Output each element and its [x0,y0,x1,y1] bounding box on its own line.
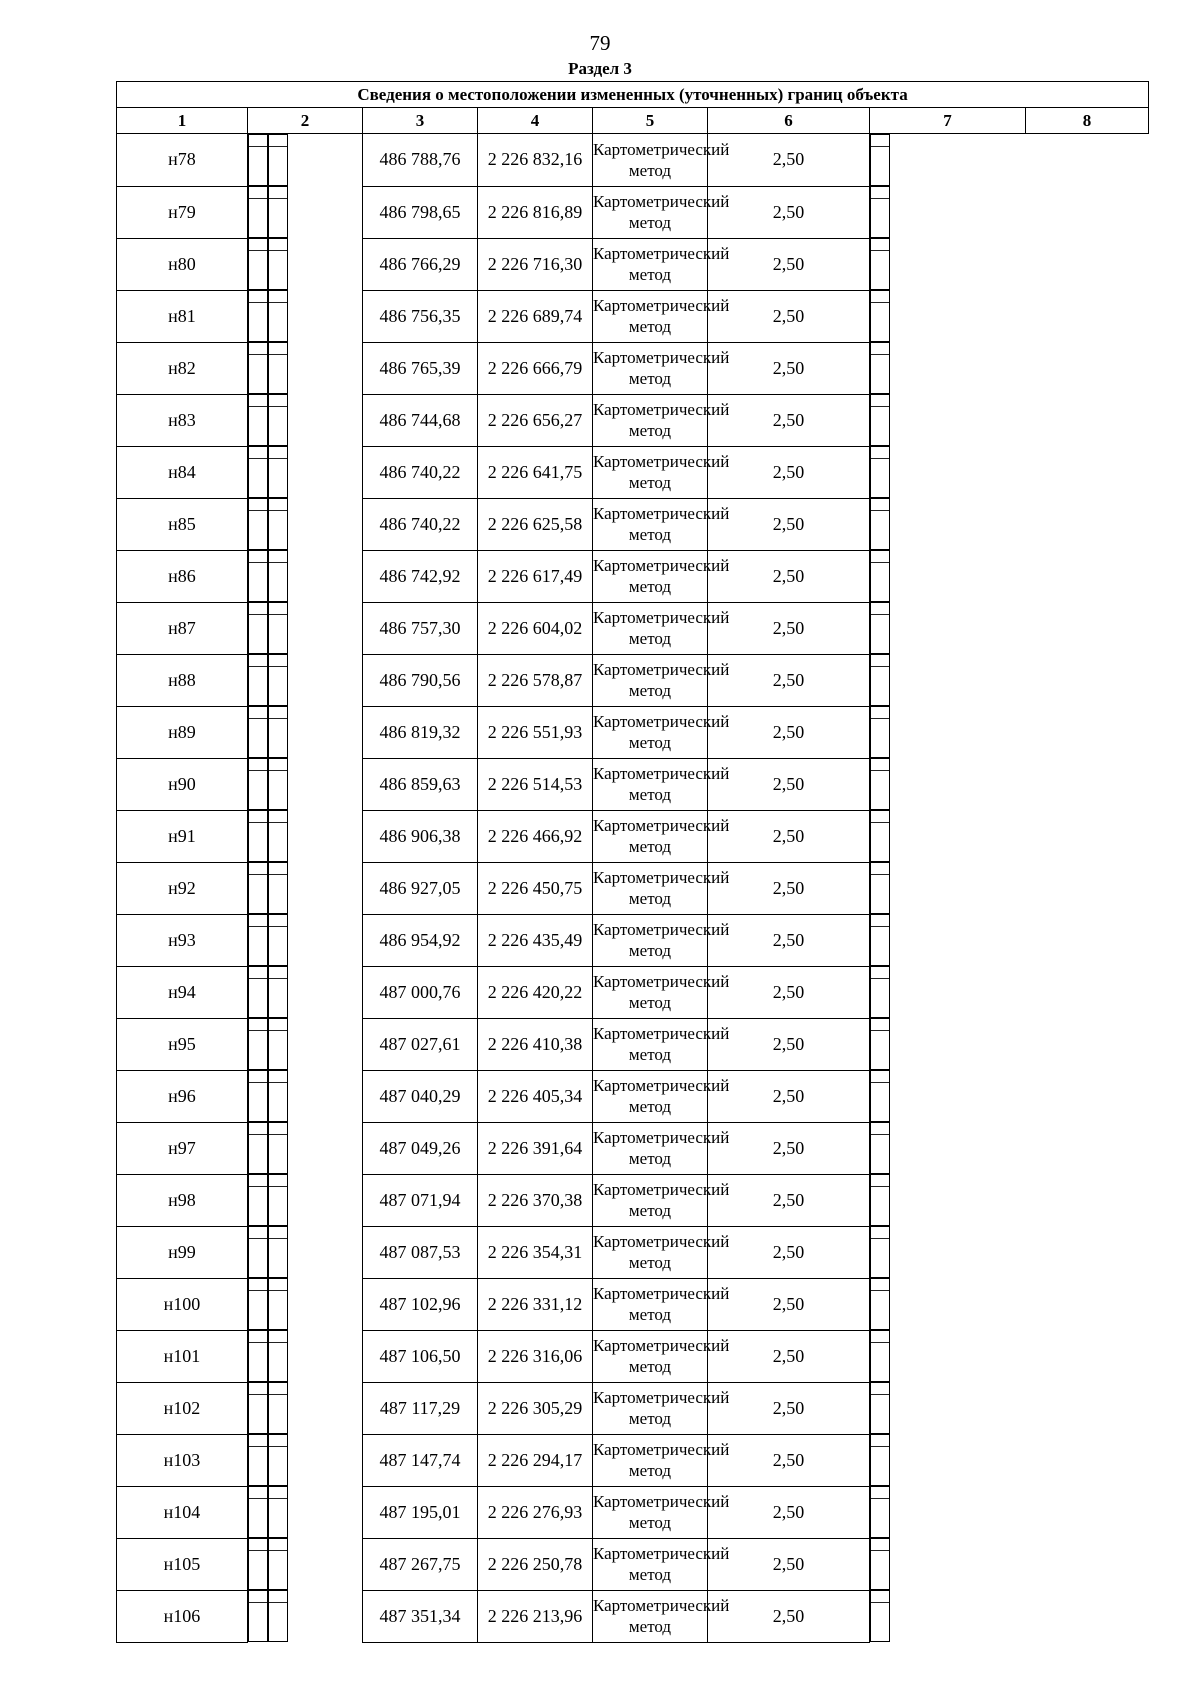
y-coordinate-cell: 2 226 316,06 [478,1330,593,1382]
x-coordinate-cell: 487 087,53 [363,1226,478,1278]
col3-cell: — [268,446,288,498]
y-coordinate-cell: 2 226 305,29 [478,1382,593,1434]
point-cell: н85 [117,498,248,550]
col3-cell: — [268,498,288,550]
table-row [117,446,1149,498]
y-coordinate-cell: 2 226 641,75 [478,446,593,498]
y-coordinate-cell: 2 226 420,22 [478,966,593,1018]
table-row [117,394,1149,446]
y-coordinate-cell: 2 226 514,53 [478,758,593,810]
table-row [117,1070,1149,1122]
accuracy-cell: 2,50 [708,1590,870,1642]
y-coordinate-cell: 2 226 604,02 [478,602,593,654]
table-row [117,1486,1149,1538]
x-coordinate-cell: 487 195,01 [363,1486,478,1538]
col8-cell: — [870,1070,890,1122]
method-cell: Картометрический метод [593,498,708,550]
accuracy-cell: 2,50 [708,810,870,862]
method-cell: Картометрический метод [593,1174,708,1226]
y-coordinate-cell: 2 226 551,93 [478,706,593,758]
col2-cell: — [248,1590,268,1642]
table-caption-row [117,82,1149,108]
column-number-2: 2 [248,108,363,134]
col2-cell: — [248,810,268,862]
table-row [117,654,1149,706]
col3-cell: — [268,914,288,966]
method-cell: Картометрический метод [593,706,708,758]
y-coordinate-cell: 2 226 816,89 [478,186,593,238]
col3-cell: — [268,758,288,810]
x-coordinate-cell: 486 766,29 [363,238,478,290]
col8-cell: — [870,186,890,238]
y-coordinate-cell: 2 226 331,12 [478,1278,593,1330]
table-row [117,810,1149,862]
col2-cell: — [248,1382,268,1434]
accuracy-cell: 2,50 [708,1330,870,1382]
col8-cell: — [870,1226,890,1278]
method-cell: Картометрический метод [593,134,708,187]
col8-cell: — [870,1590,890,1642]
x-coordinate-cell: 486 757,30 [363,602,478,654]
col3-cell: — [268,1590,288,1642]
col8-cell: — [870,394,890,446]
x-coordinate-cell: 486 765,39 [363,342,478,394]
col2-cell: — [248,966,268,1018]
col2-cell: — [248,862,268,914]
column-number-1: 1 [117,108,248,134]
col2-cell: — [248,1330,268,1382]
column-number-8: 8 [1026,108,1149,134]
table-row [117,602,1149,654]
table-row [117,1174,1149,1226]
col2-cell: — [248,1226,268,1278]
col8-cell: — [870,446,890,498]
point-cell: н89 [117,706,248,758]
column-number-5: 5 [593,108,708,134]
x-coordinate-cell: 486 819,32 [363,706,478,758]
x-coordinate-cell: 487 000,76 [363,966,478,1018]
table-row [117,966,1149,1018]
table-row [117,1226,1149,1278]
x-coordinate-cell: 486 954,92 [363,914,478,966]
x-coordinate-cell: 486 859,63 [363,758,478,810]
accuracy-cell: 2,50 [708,966,870,1018]
point-cell: н102 [117,1382,248,1434]
point-cell: н103 [117,1434,248,1486]
point-cell: н83 [117,394,248,446]
point-cell: н98 [117,1174,248,1226]
x-coordinate-cell: 487 071,94 [363,1174,478,1226]
accuracy-cell: 2,50 [708,1382,870,1434]
method-cell: Картометрический метод [593,602,708,654]
col3-cell: — [268,1122,288,1174]
col8-cell: — [870,1486,890,1538]
method-cell: Картометрический метод [593,810,708,862]
accuracy-cell: 2,50 [708,1226,870,1278]
col3-cell: — [268,1174,288,1226]
col3-cell: — [268,1226,288,1278]
table-row [117,758,1149,810]
accuracy-cell: 2,50 [708,1278,870,1330]
col3-cell: — [268,1538,288,1590]
col8-cell: — [870,1434,890,1486]
col2-cell: — [248,914,268,966]
table-row [117,342,1149,394]
point-cell: н106 [117,1590,248,1642]
table-row [117,1590,1149,1642]
col2-cell: — [248,1278,268,1330]
y-coordinate-cell: 2 226 410,38 [478,1018,593,1070]
point-cell: н101 [117,1330,248,1382]
col3-cell: — [268,1330,288,1382]
table-row [117,1330,1149,1382]
method-cell: Картометрический метод [593,758,708,810]
y-coordinate-cell: 2 226 832,16 [478,134,593,187]
method-cell: Картометрический метод [593,1434,708,1486]
col8-cell: — [870,1122,890,1174]
table-row [117,1018,1149,1070]
accuracy-cell: 2,50 [708,706,870,758]
point-cell: н99 [117,1226,248,1278]
table-row [117,134,1149,187]
method-cell: Картометрический метод [593,186,708,238]
method-cell: Картометрический метод [593,342,708,394]
table-caption: Сведения о местоположении измененных (уточненных) границ объекта [117,82,1149,108]
col3-cell: — [268,810,288,862]
y-coordinate-cell: 2 226 294,17 [478,1434,593,1486]
table-row [117,238,1149,290]
x-coordinate-cell: 487 267,75 [363,1538,478,1590]
col8-cell: — [870,706,890,758]
col3-cell: — [268,1070,288,1122]
col3-cell: — [268,342,288,394]
x-coordinate-cell: 487 351,34 [363,1590,478,1642]
col2-cell: — [248,134,268,186]
accuracy-cell: 2,50 [708,602,870,654]
col3-cell: — [268,1434,288,1486]
col3-cell: — [268,186,288,238]
col2-cell: — [248,550,268,602]
x-coordinate-cell: 487 102,96 [363,1278,478,1330]
col8-cell: — [870,602,890,654]
point-cell: н97 [117,1122,248,1174]
y-coordinate-cell: 2 226 370,38 [478,1174,593,1226]
accuracy-cell: 2,50 [708,914,870,966]
point-cell: н95 [117,1018,248,1070]
x-coordinate-cell: 487 049,26 [363,1122,478,1174]
accuracy-cell: 2,50 [708,1538,870,1590]
col3-cell: — [268,1486,288,1538]
point-cell: н81 [117,290,248,342]
col3-cell: — [268,290,288,342]
point-cell: н88 [117,654,248,706]
col8-cell: — [870,498,890,550]
method-cell: Картометрический метод [593,966,708,1018]
col2-cell: — [248,498,268,550]
accuracy-cell: 2,50 [708,862,870,914]
column-number-row [117,108,1149,134]
column-number-4: 4 [478,108,593,134]
table-row [117,290,1149,342]
x-coordinate-cell: 486 742,92 [363,550,478,602]
table-row [117,498,1149,550]
accuracy-cell: 2,50 [708,342,870,394]
y-coordinate-cell: 2 226 625,58 [478,498,593,550]
point-cell: н100 [117,1278,248,1330]
point-cell: н93 [117,914,248,966]
x-coordinate-cell: 486 740,22 [363,498,478,550]
method-cell: Картометрический метод [593,394,708,446]
x-coordinate-cell: 487 117,29 [363,1382,478,1434]
method-cell: Картометрический метод [593,238,708,290]
column-number-3: 3 [363,108,478,134]
col2-cell: — [248,1538,268,1590]
table-row [117,1122,1149,1174]
method-cell: Картометрический метод [593,290,708,342]
col2-cell: — [248,1122,268,1174]
x-coordinate-cell: 486 927,05 [363,862,478,914]
point-cell: н104 [117,1486,248,1538]
point-cell: н84 [117,446,248,498]
col8-cell: — [870,1382,890,1434]
col2-cell: — [248,186,268,238]
point-cell: н86 [117,550,248,602]
col2-cell: — [248,758,268,810]
accuracy-cell: 2,50 [708,290,870,342]
section-title: Раздел 3 [568,59,632,78]
col2-cell: — [248,1174,268,1226]
point-cell: н96 [117,1070,248,1122]
point-cell: н79 [117,186,248,238]
point-cell: н91 [117,810,248,862]
col3-cell: — [268,1018,288,1070]
col2-cell: — [248,1486,268,1538]
method-cell: Картометрический метод [593,550,708,602]
point-cell: н87 [117,602,248,654]
column-number-7: 7 [870,108,1026,134]
method-cell: Картометрический метод [593,1486,708,1538]
accuracy-cell: 2,50 [708,134,870,187]
method-cell: Картометрический метод [593,1330,708,1382]
point-cell: н92 [117,862,248,914]
accuracy-cell: 2,50 [708,446,870,498]
point-cell: н78 [117,134,248,187]
col2-cell: — [248,706,268,758]
accuracy-cell: 2,50 [708,1070,870,1122]
x-coordinate-cell: 486 756,35 [363,290,478,342]
table-row [117,862,1149,914]
x-coordinate-cell: 486 788,76 [363,134,478,187]
col2-cell: — [248,290,268,342]
y-coordinate-cell: 2 226 391,64 [478,1122,593,1174]
x-coordinate-cell: 486 790,56 [363,654,478,706]
col3-cell: — [268,966,288,1018]
col8-cell: — [870,654,890,706]
col2-cell: — [248,446,268,498]
col3-cell: — [268,134,288,186]
accuracy-cell: 2,50 [708,498,870,550]
col8-cell: — [870,966,890,1018]
col3-cell: — [268,654,288,706]
point-cell: н80 [117,238,248,290]
accuracy-cell: 2,50 [708,186,870,238]
accuracy-cell: 2,50 [708,758,870,810]
col3-cell: — [268,394,288,446]
method-cell: Картометрический метод [593,1122,708,1174]
table-row [117,1278,1149,1330]
table-row [117,1434,1149,1486]
y-coordinate-cell: 2 226 716,30 [478,238,593,290]
col8-cell: — [870,1330,890,1382]
page-number: 79 [589,31,611,55]
table-row [117,914,1149,966]
col2-cell: — [248,602,268,654]
col2-cell: — [248,1018,268,1070]
col3-cell: — [268,1382,288,1434]
col3-cell: — [268,550,288,602]
col8-cell: — [870,758,890,810]
x-coordinate-cell: 486 906,38 [363,810,478,862]
method-cell: Картометрический метод [593,1538,708,1590]
table-row [117,1382,1149,1434]
col8-cell: — [870,1538,890,1590]
point-cell: н105 [117,1538,248,1590]
method-cell: Картометрический метод [593,446,708,498]
table-row [117,550,1149,602]
col2-cell: — [248,1070,268,1122]
accuracy-cell: 2,50 [708,1018,870,1070]
table-row [117,186,1149,238]
method-cell: Картометрический метод [593,1382,708,1434]
point-cell: н90 [117,758,248,810]
accuracy-cell: 2,50 [708,238,870,290]
x-coordinate-cell: 487 027,61 [363,1018,478,1070]
col2-cell: — [248,238,268,290]
x-coordinate-cell: 486 798,65 [363,186,478,238]
y-coordinate-cell: 2 226 354,31 [478,1226,593,1278]
y-coordinate-cell: 2 226 656,27 [478,394,593,446]
col2-cell: — [248,1434,268,1486]
accuracy-cell: 2,50 [708,1122,870,1174]
accuracy-cell: 2,50 [708,1174,870,1226]
accuracy-cell: 2,50 [708,1434,870,1486]
col2-cell: — [248,394,268,446]
x-coordinate-cell: 486 740,22 [363,446,478,498]
y-coordinate-cell: 2 226 689,74 [478,290,593,342]
method-cell: Картометрический метод [593,862,708,914]
method-cell: Картометрический метод [593,1278,708,1330]
point-cell: н94 [117,966,248,1018]
accuracy-cell: 2,50 [708,394,870,446]
col3-cell: — [268,706,288,758]
x-coordinate-cell: 487 106,50 [363,1330,478,1382]
col8-cell: — [870,1278,890,1330]
y-coordinate-cell: 2 226 435,49 [478,914,593,966]
y-coordinate-cell: 2 226 250,78 [478,1538,593,1590]
boundary-coordinates-table [116,81,1149,1643]
method-cell: Картометрический метод [593,1226,708,1278]
y-coordinate-cell: 2 226 276,93 [478,1486,593,1538]
y-coordinate-cell: 2 226 617,49 [478,550,593,602]
y-coordinate-cell: 2 226 450,75 [478,862,593,914]
col2-cell: — [248,342,268,394]
y-coordinate-cell: 2 226 666,79 [478,342,593,394]
col8-cell: — [870,238,890,290]
col3-cell: — [268,602,288,654]
table-row [117,1538,1149,1590]
accuracy-cell: 2,50 [708,1486,870,1538]
col2-cell: — [248,654,268,706]
y-coordinate-cell: 2 226 213,96 [478,1590,593,1642]
col3-cell: — [268,1278,288,1330]
column-number-6: 6 [708,108,870,134]
col8-cell: — [870,862,890,914]
y-coordinate-cell: 2 226 405,34 [478,1070,593,1122]
col8-cell: — [870,1018,890,1070]
method-cell: Картометрический метод [593,1070,708,1122]
method-cell: Картометрический метод [593,1590,708,1642]
y-coordinate-cell: 2 226 578,87 [478,654,593,706]
col3-cell: — [268,862,288,914]
col8-cell: — [870,342,890,394]
accuracy-cell: 2,50 [708,550,870,602]
col8-cell: — [870,134,890,186]
table-row [117,706,1149,758]
method-cell: Картометрический метод [593,1018,708,1070]
x-coordinate-cell: 487 147,74 [363,1434,478,1486]
method-cell: Картометрический метод [593,914,708,966]
col3-cell: — [268,238,288,290]
x-coordinate-cell: 487 040,29 [363,1070,478,1122]
x-coordinate-cell: 486 744,68 [363,394,478,446]
col8-cell: — [870,550,890,602]
col8-cell: — [870,1174,890,1226]
col8-cell: — [870,810,890,862]
y-coordinate-cell: 2 226 466,92 [478,810,593,862]
point-cell: н82 [117,342,248,394]
method-cell: Картометрический метод [593,654,708,706]
col8-cell: — [870,914,890,966]
col8-cell: — [870,290,890,342]
accuracy-cell: 2,50 [708,654,870,706]
